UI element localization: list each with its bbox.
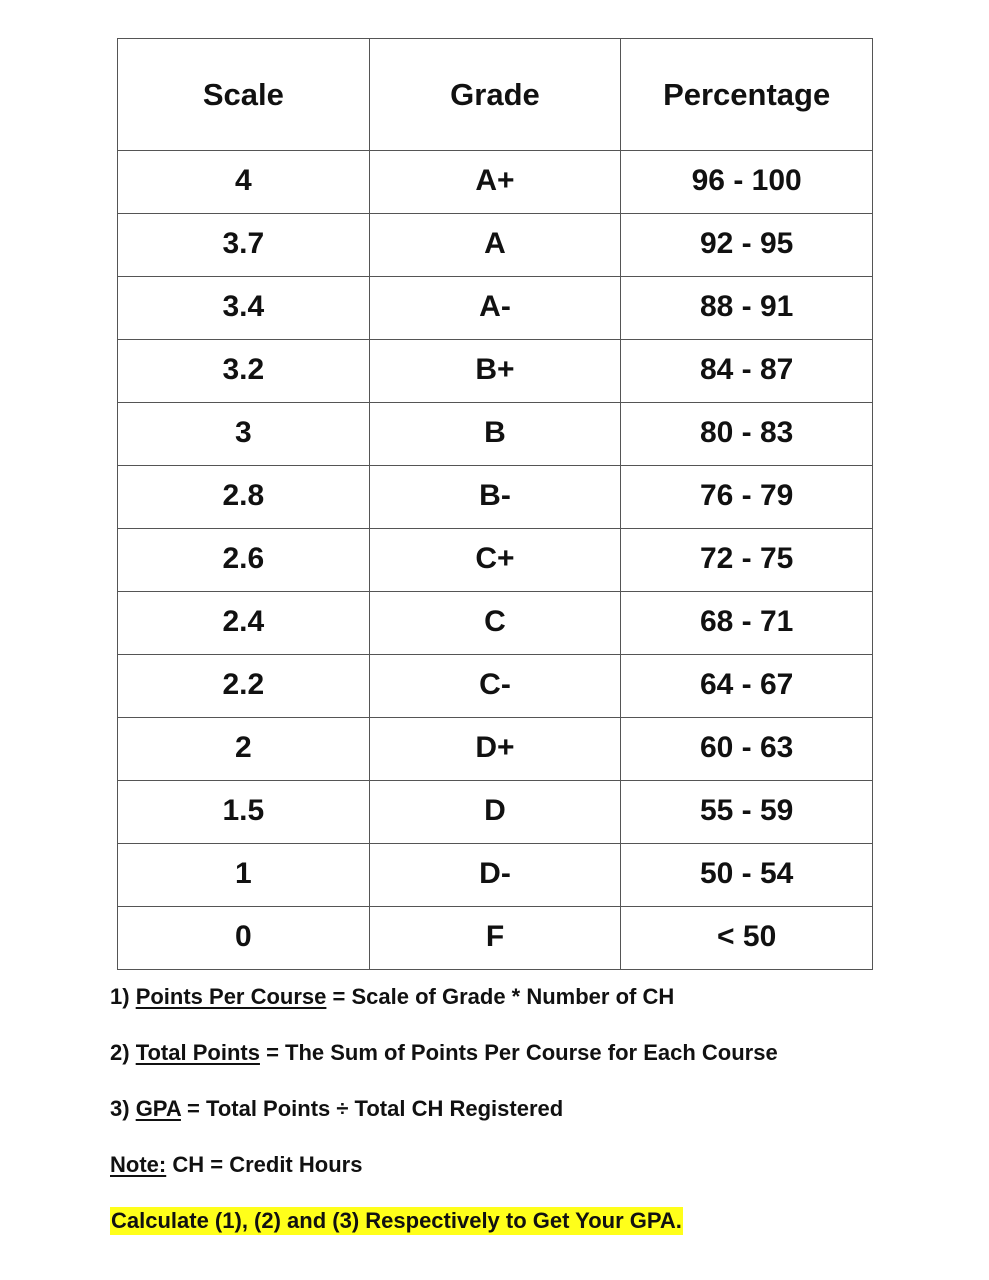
header-grade: Grade bbox=[369, 39, 621, 151]
scale-cell: 2.2 bbox=[118, 655, 370, 718]
table-row bbox=[118, 781, 873, 844]
highlighted-instruction: Calculate (1), (2) and (3) Respectively to Get Your GPA. bbox=[111, 1208, 682, 1233]
note-text: CH = Credit Hours bbox=[172, 1152, 363, 1177]
percentage-cell: 96 - 100 bbox=[621, 151, 873, 214]
percentage-cell: 76 - 79 bbox=[621, 466, 873, 529]
header-percentage: Percentage bbox=[621, 39, 873, 151]
grade-scale-table bbox=[117, 38, 873, 970]
table-row bbox=[118, 466, 873, 529]
formula-number: 3) bbox=[110, 1096, 130, 1121]
scale-cell: 2 bbox=[118, 718, 370, 781]
note-label: Note: bbox=[110, 1152, 167, 1177]
grade-cell: A- bbox=[369, 277, 621, 340]
grade-cell: B+ bbox=[369, 340, 621, 403]
grade-cell: B bbox=[369, 403, 621, 466]
formula-definition: = Total Points ÷ Total CH Registered bbox=[187, 1096, 564, 1121]
table-row bbox=[118, 844, 873, 907]
percentage-cell: 60 - 63 bbox=[621, 718, 873, 781]
grade-cell: C- bbox=[369, 655, 621, 718]
table-row bbox=[118, 655, 873, 718]
formula-term: Points Per Course bbox=[135, 984, 327, 1009]
scale-cell: 2.6 bbox=[118, 529, 370, 592]
percentage-cell: 80 - 83 bbox=[621, 403, 873, 466]
grade-cell: C+ bbox=[369, 529, 621, 592]
percentage-cell: < 50 bbox=[621, 907, 873, 970]
grade-cell: D- bbox=[369, 844, 621, 907]
table-body bbox=[118, 151, 873, 970]
percentage-cell: 72 - 75 bbox=[621, 529, 873, 592]
formula-number: 2) bbox=[110, 1040, 130, 1065]
scale-cell: 3.7 bbox=[118, 214, 370, 277]
percentage-cell: 55 - 59 bbox=[621, 781, 873, 844]
percentage-cell: 92 - 95 bbox=[621, 214, 873, 277]
table-row bbox=[118, 151, 873, 214]
credit-hours-note bbox=[110, 1151, 910, 1207]
table-row bbox=[118, 214, 873, 277]
formula-number: 1) bbox=[110, 984, 130, 1009]
grade-cell: C bbox=[369, 592, 621, 655]
table-row bbox=[118, 340, 873, 403]
grade-cell: D bbox=[369, 781, 621, 844]
instruction-line bbox=[110, 1207, 910, 1263]
scale-cell: 3.2 bbox=[118, 340, 370, 403]
formula-definition: = Scale of Grade * Number of CH bbox=[332, 984, 675, 1009]
grade-cell: A+ bbox=[369, 151, 621, 214]
header-scale: Scale bbox=[118, 39, 370, 151]
scale-cell: 1 bbox=[118, 844, 370, 907]
scale-cell: 1.5 bbox=[118, 781, 370, 844]
scale-cell: 2.4 bbox=[118, 592, 370, 655]
scale-cell: 2.8 bbox=[118, 466, 370, 529]
grade-cell: B- bbox=[369, 466, 621, 529]
formula-term: GPA bbox=[135, 1096, 181, 1121]
formula-gpa bbox=[110, 1095, 910, 1151]
table-row bbox=[118, 592, 873, 655]
scale-cell: 4 bbox=[118, 151, 370, 214]
formula-total-points bbox=[110, 1039, 910, 1095]
percentage-cell: 50 - 54 bbox=[621, 844, 873, 907]
scale-cell: 0 bbox=[118, 907, 370, 970]
table-row bbox=[118, 718, 873, 781]
grade-cell: F bbox=[369, 907, 621, 970]
grade-cell: A bbox=[369, 214, 621, 277]
table-header-row bbox=[118, 39, 873, 151]
table-row bbox=[118, 403, 873, 466]
scale-cell: 3.4 bbox=[118, 277, 370, 340]
formula-definition: = The Sum of Points Per Course for Each Course bbox=[266, 1040, 778, 1065]
formula-term: Total Points bbox=[135, 1040, 260, 1065]
formula-points-per-course bbox=[110, 983, 910, 1039]
table-row bbox=[118, 277, 873, 340]
gpa-formula-notes bbox=[110, 983, 910, 1263]
percentage-cell: 64 - 67 bbox=[621, 655, 873, 718]
percentage-cell: 68 - 71 bbox=[621, 592, 873, 655]
percentage-cell: 88 - 91 bbox=[621, 277, 873, 340]
table-row bbox=[118, 907, 873, 970]
table-row bbox=[118, 529, 873, 592]
percentage-cell: 84 - 87 bbox=[621, 340, 873, 403]
grade-cell: D+ bbox=[369, 718, 621, 781]
scale-cell: 3 bbox=[118, 403, 370, 466]
